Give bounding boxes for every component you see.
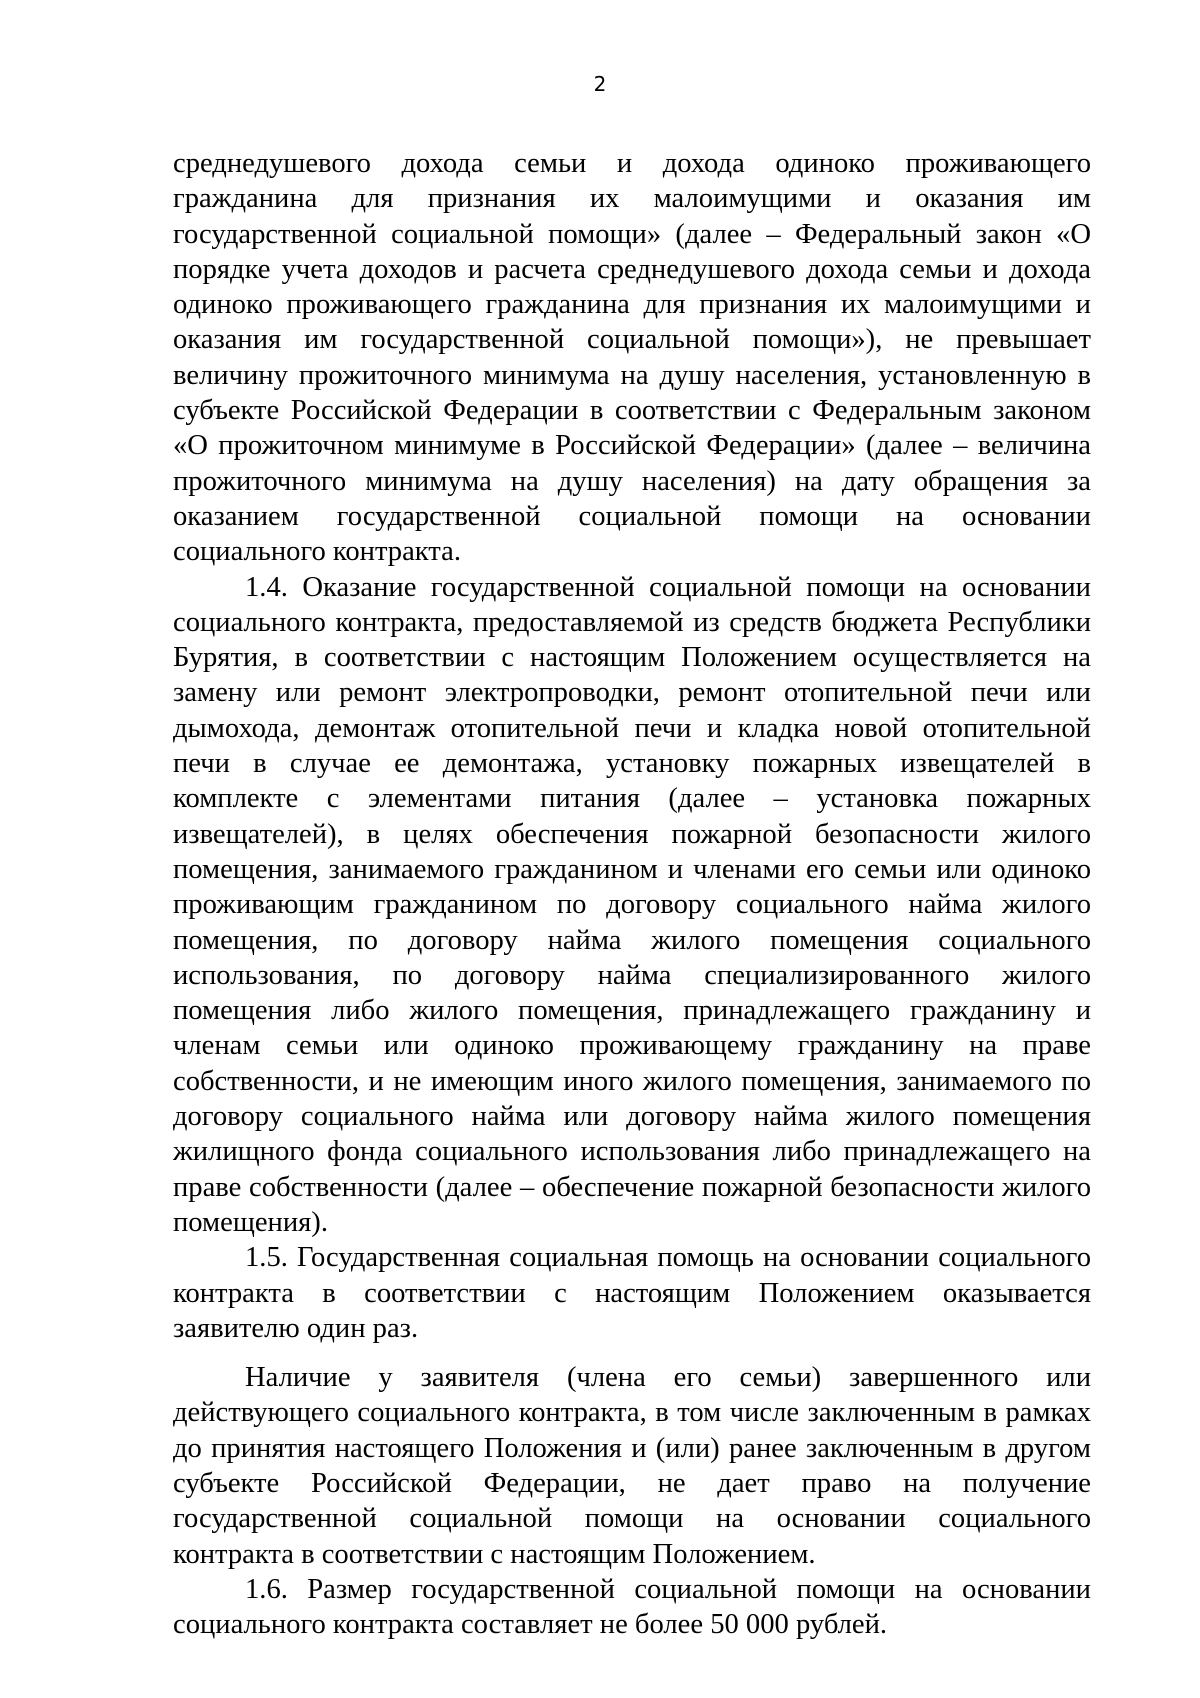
paragraph-continuation: среднедушевого дохода семьи и дохода одиноко проживающего гражданина для признания их малоимущими и оказания им государственной социальной помощи» (далее – Федеральный закон «О порядке учета доходов и расчета среднедушевого дохода семьи и дохода одиноко проживающего гражданина для признания их малоимущими и оказания им государственной социальной помощи»), не превышает величину прожиточного минимума на душу населения, установленную в субъекте Российской Федерации в соответствии с Федеральным законом «О прожиточном минимуме в Российской Федерации» (далее – величина прожиточного минимума на душу населения) на дату обращения за оказанием государственной социальной помощи на основании социального контракта. bbox=[173, 148, 1091, 568]
page-number: 2 bbox=[593, 72, 607, 96]
paragraph-1-4: 1.4. Оказание государственной социальной помощи на основании социального контракта, предоставляемой из средств бюджета Республики Бурятия, в соответствии с настоящим Положением осуществляется на замену или ремонт электропроводки, ремонт отопительной печи или дымохода, демонтаж отопительной печи и кладка новой отопительной печи в случае ее демонтажа, установку пожарных извещателей в комплекте с элементами питания (далее – установка пожарных извещателей), в целях обеспечения пожарной безопасности жилого помещения, занимаемого гражданином и членами его семьи или одиноко проживающим гражданином по договору социального найма жилого помещения, по договору найма жилого помещения социального использования, по договору найма специализированного жилого помещения либо жилого помещения, принадлежащего гражданину и членам семьи или одиноко проживающему гражданину на праве собственности, и не имеющим иного жилого помещения, занимаемого по договору социального найма или договору найма жилого помещения жилищного фонда социального использования либо принадлежащего на праве собственности (далее – обеспечение пожарной безопасности жилого помещения). bbox=[173, 571, 1091, 1238]
paragraph-1-5-second: Наличие у заявителя (члена его семьи) завершенного или действующего социального контракта, в том числе заключенным в рамках до принятия настоящего Положения и (или) ранее заключенным в другом субъекте Российской Федерации, не дает право на получение государственной социальной помощи на основании социального контракта в соответствии с настоящим Положением. bbox=[173, 1362, 1091, 1570]
paragraph-1-6: 1.6. Размер государственной социальной помощи на основании социального контракта составляет не более 50 000 рублей. bbox=[173, 1573, 1091, 1641]
document-body bbox=[173, 146, 1091, 1642]
paragraph-1-5: 1.5. Государственная социальная помощь на основании социального контракта в соответствии с настоящим Положением оказывается заявителю один раз. bbox=[173, 1242, 1091, 1344]
